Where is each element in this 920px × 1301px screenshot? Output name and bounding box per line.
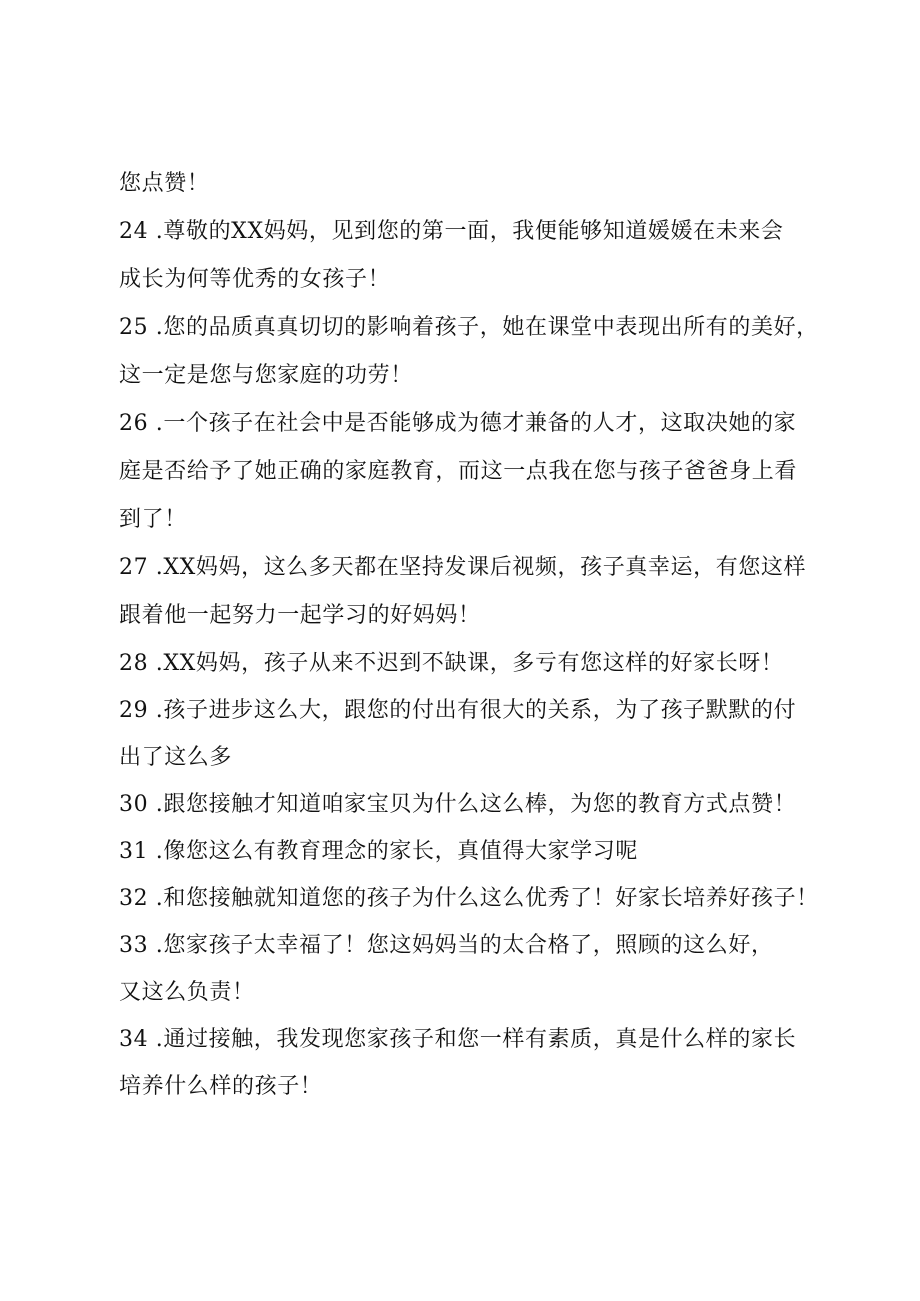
text-line: 成长为何等优秀的女孩子！ xyxy=(119,267,391,292)
text-line: 26 .一个孩子在社会中是否能够成为德才兼备的人才，这取决她的家 xyxy=(119,411,797,436)
text-line: 到了！ xyxy=(119,507,187,532)
document-body xyxy=(119,160,839,1110)
text-line: 29 .孩子进步这么大，跟您的付出有很大的关系，为了孩子默默的付 xyxy=(119,698,797,723)
text-line: 这一定是您与您家庭的功劳！ xyxy=(119,363,413,388)
text-line: 跟着他一起努力一起学习的好妈妈！ xyxy=(119,603,481,628)
text-line: 32 .和您接触就知道您的孩子为什么这么优秀了！好家长培养好孩子！ xyxy=(119,886,819,911)
text-line: 24 .尊敬的XX妈妈，见到您的第一面，我便能够知道媛媛在未来会 xyxy=(119,219,784,244)
text-line: 33 .您家孩子太幸福了！您这妈妈当的太合格了，照顾的这么好， xyxy=(119,933,774,958)
text-line: 25 .您的品质真真切切的影响着孩子，她在课堂中表现出所有的美好， xyxy=(119,315,819,340)
text-line: 31 .像您这么有教育理念的家长，真值得大家学习呢 xyxy=(119,839,638,864)
text-line: 30 .跟您接触才知道咱家宝贝为什么这么棒，为您的教育方式点赞！ xyxy=(119,792,797,817)
text-line: 34 .通过接触，我发现您家孩子和您一样有素质，真是什么样的家长 xyxy=(119,1027,797,1052)
text-line: 27 .XX妈妈，这么多天都在坚持发课后视频，孩子真幸运，有您这样 xyxy=(119,555,807,580)
text-line: 出了这么多 xyxy=(119,745,233,770)
text-line: 培养什么样的孩子！ xyxy=(119,1074,323,1099)
text-line: 28 .XX妈妈，孩子从来不迟到不缺课，多亏有您这样的好家长呀！ xyxy=(119,651,784,676)
text-line: 庭是否给予了她正确的家庭教育，而这一点我在您与孩子爸爸身上看 xyxy=(119,459,798,484)
text-line: 又这么负责！ xyxy=(119,980,255,1005)
text-line: 您点赞！ xyxy=(119,171,210,196)
